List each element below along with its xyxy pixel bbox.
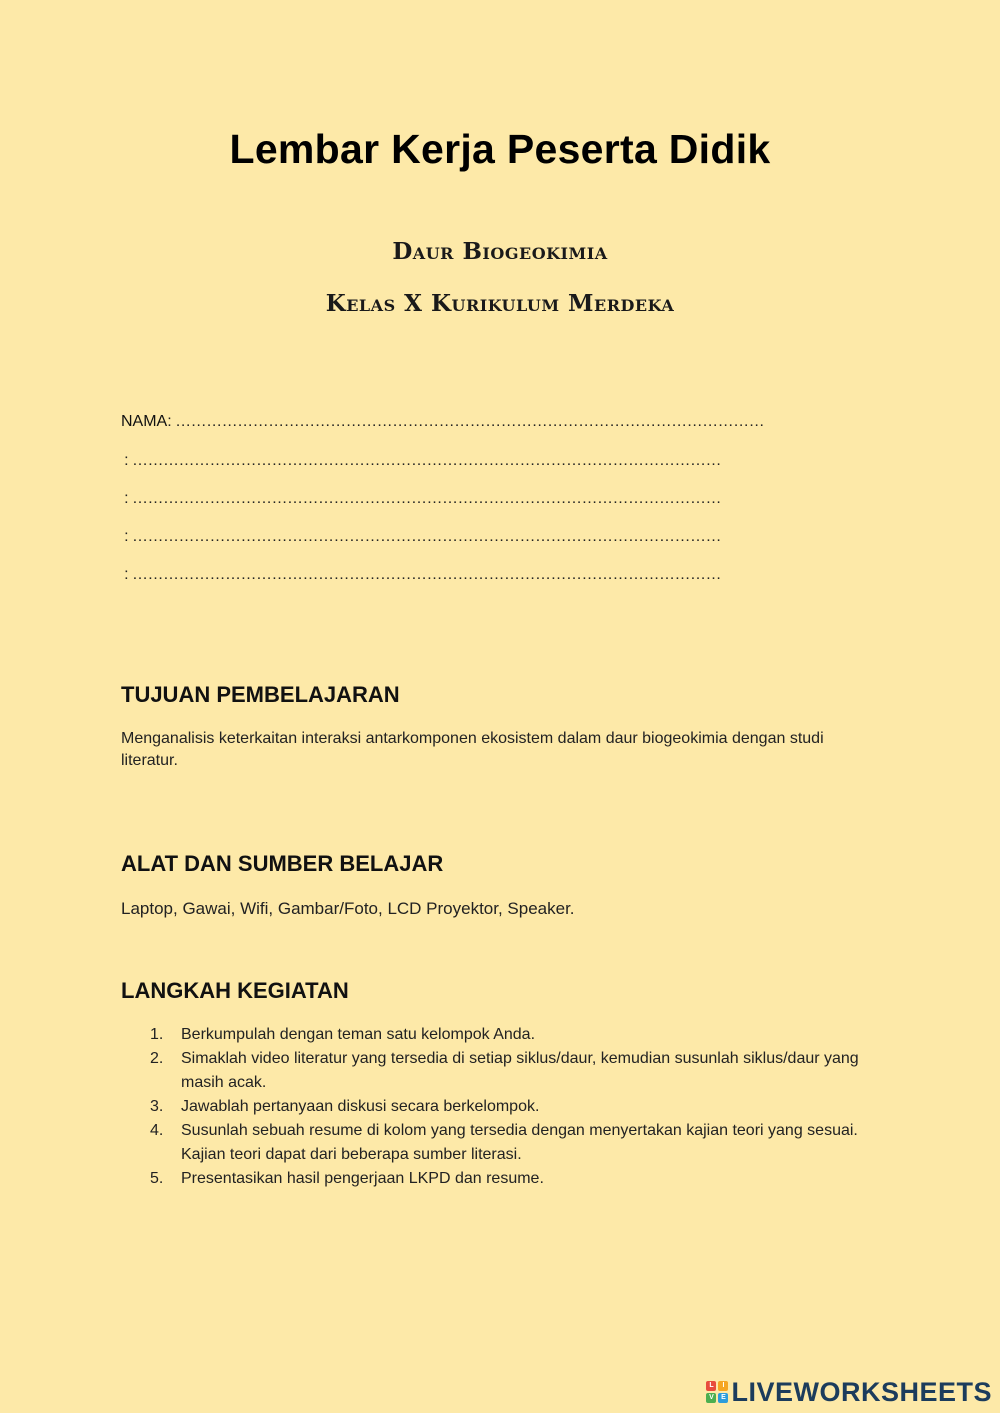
step-text: Susunlah sebuah resume di kolom yang tersedia dengan menyertakan kajian teori yang sesuai. Kajian teori dapat dari beberapa sumber literasi. — [181, 1122, 858, 1163]
list-item — [150, 1167, 870, 1191]
list-item — [150, 1095, 870, 1119]
step-text: Presentasikan hasil pengerjaan LKPD dan resume. — [181, 1170, 544, 1187]
name-line: : …………………………………………………………………………………………………… — [167, 413, 765, 430]
list-item — [150, 1119, 870, 1167]
liveworksheets-mark-icon: L I V E — [706, 1381, 728, 1403]
step-number: 3. — [150, 1098, 164, 1115]
name-field-2[interactable] — [121, 452, 721, 470]
name-field-5[interactable] — [121, 566, 721, 584]
step-number: 2. — [150, 1050, 164, 1067]
step-number: 1. — [150, 1026, 164, 1043]
step-text: Simaklah video literatur yang tersedia di setiap siklus/daur, kemudian susunlah siklus/daur yang masih acak. — [181, 1050, 859, 1091]
name-field-1[interactable] — [121, 413, 765, 431]
step-number: 4. — [150, 1122, 164, 1139]
step-text: Berkumpulah dengan teman satu kelompok Anda. — [181, 1026, 536, 1043]
name-field-4[interactable] — [121, 528, 721, 546]
name-field-3[interactable] — [121, 490, 721, 508]
liveworksheets-text: LIVEWORKSHEETS — [731, 1376, 992, 1407]
page-title: Lembar Kerja Peserta Didik — [229, 126, 771, 172]
step-number: 5. — [150, 1170, 164, 1187]
tujuan-text: Menganalisis keterkaitan interaksi antarkomponen ekosistem dalam daur biogeokimia dengan studi literatur. — [121, 730, 824, 769]
name-line: : …………………………………………………………………………………………………… — [124, 490, 721, 507]
tujuan-heading: TUJUAN PEMBELAJARAN — [121, 682, 400, 707]
subtitle-topic: Daur Biogeokimia — [392, 238, 608, 265]
alat-text: Laptop, Gawai, Wifi, Gambar/Foto, LCD Proyektor, Speaker. — [121, 899, 575, 918]
alat-heading: ALAT DAN SUMBER BELAJAR — [121, 851, 444, 876]
name-line: : …………………………………………………………………………………………………… — [124, 566, 721, 583]
langkah-heading: LANGKAH KEGIATAN — [121, 978, 349, 1003]
subtitle-class: Kelas X Kurikulum Merdeka — [325, 290, 675, 317]
steps-list — [150, 1023, 870, 1191]
name-line: : …………………………………………………………………………………………………… — [124, 528, 721, 545]
step-text: Jawablah pertanyaan diskusi secara berkelompok. — [181, 1098, 540, 1115]
list-item — [150, 1023, 870, 1047]
liveworksheets-logo[interactable] — [706, 1376, 992, 1408]
name-label: NAMA — [121, 413, 168, 430]
list-item — [150, 1047, 870, 1095]
name-line: : …………………………………………………………………………………………………… — [124, 452, 721, 469]
